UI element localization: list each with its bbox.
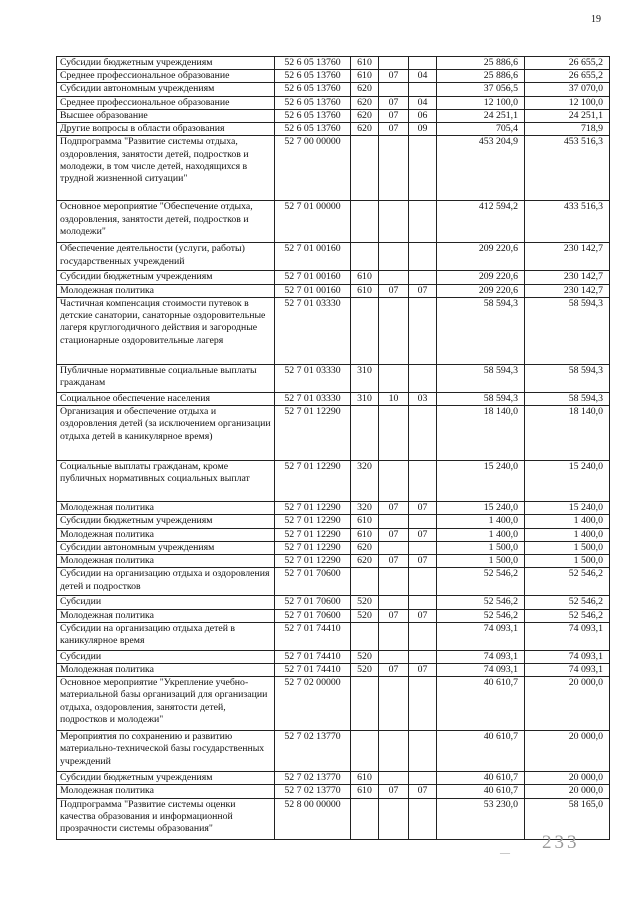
row-sum-1: 412 594,2 (437, 201, 525, 243)
row-pr: 04 (409, 96, 437, 109)
row-code: 52 7 01 12290 (275, 555, 351, 568)
row-sum-1: 37 056,5 (437, 83, 525, 96)
row-vr: 310 (351, 392, 379, 405)
row-pr: 07 (409, 663, 437, 676)
row-sum-1: 209 220,6 (437, 284, 525, 297)
row-sum-2: 20 000,0 (525, 731, 610, 772)
row-sum-2: 433 516,3 (525, 201, 610, 243)
row-sum-1: 209 220,6 (437, 243, 525, 271)
row-pr (409, 136, 437, 201)
row-sum-1: 15 240,0 (437, 461, 525, 502)
row-pr (409, 297, 437, 364)
row-pr (409, 798, 437, 839)
table-row (57, 123, 610, 136)
table-row (57, 650, 610, 663)
row-code: 52 7 02 13770 (275, 731, 351, 772)
row-vr (351, 568, 379, 596)
row-vr: 520 (351, 596, 379, 609)
table-row (57, 785, 610, 798)
table-row (57, 663, 610, 676)
row-sum-1: 52 546,2 (437, 596, 525, 609)
row-sum-2: 58 594,3 (525, 364, 610, 392)
row-rz (379, 406, 409, 461)
row-name: Молодежная политика (57, 284, 275, 297)
row-code: 52 8 00 00000 (275, 798, 351, 839)
row-sum-1: 453 204,9 (437, 136, 525, 201)
row-sum-2: 74 093,1 (525, 663, 610, 676)
row-code: 52 7 01 03330 (275, 364, 351, 392)
row-sum-1: 52 546,2 (437, 568, 525, 596)
row-vr (351, 798, 379, 839)
row-sum-2: 1 500,0 (525, 541, 610, 554)
table-row (57, 406, 610, 461)
row-vr: 610 (351, 271, 379, 284)
row-sum-2: 718,9 (525, 123, 610, 136)
page-number: 19 (591, 14, 601, 25)
row-sum-1: 209 220,6 (437, 271, 525, 284)
row-pr (409, 650, 437, 663)
row-vr: 610 (351, 515, 379, 528)
row-sum-2: 1 500,0 (525, 555, 610, 568)
row-pr (409, 57, 437, 70)
row-rz (379, 798, 409, 839)
row-pr (409, 515, 437, 528)
row-name: Социальное обеспечение населения (57, 392, 275, 405)
row-rz: 07 (379, 502, 409, 515)
row-code: 52 6 05 13760 (275, 83, 351, 96)
row-name: Субсидии на организацию отдыха детей в каникулярное время (57, 622, 275, 650)
table-row (57, 83, 610, 96)
row-sum-2: 26 655,2 (525, 57, 610, 70)
row-rz: 07 (379, 123, 409, 136)
row-rz (379, 271, 409, 284)
row-pr (409, 461, 437, 502)
row-sum-2: 1 400,0 (525, 528, 610, 541)
row-code: 52 7 01 74410 (275, 622, 351, 650)
row-name: Субсидии автономным учреждениям (57, 83, 275, 96)
row-sum-1: 24 251,1 (437, 109, 525, 122)
row-rz: 07 (379, 555, 409, 568)
row-vr: 310 (351, 364, 379, 392)
table-row (57, 243, 610, 271)
row-pr (409, 596, 437, 609)
row-sum-1: 58 594,3 (437, 364, 525, 392)
row-name: Подпрограмма "Развитие системы оценки качества образования и информационной прозрачности системы образования" (57, 798, 275, 839)
row-sum-2: 230 142,7 (525, 271, 610, 284)
row-rz (379, 650, 409, 663)
row-code: 52 6 05 13760 (275, 57, 351, 70)
row-sum-1: 25 886,6 (437, 70, 525, 83)
footer-dash: — (500, 848, 510, 859)
row-vr: 320 (351, 502, 379, 515)
row-name: Мероприятия по сохранению и развитию материально-технической базы государственных учреждений (57, 731, 275, 772)
row-pr: 07 (409, 555, 437, 568)
row-sum-1: 705,4 (437, 123, 525, 136)
row-code: 52 7 01 03330 (275, 392, 351, 405)
row-name: Публичные нормативные социальные выплаты гражданам (57, 364, 275, 392)
row-code: 52 7 01 12290 (275, 406, 351, 461)
row-sum-1: 15 240,0 (437, 502, 525, 515)
table-row (57, 284, 610, 297)
table-row (57, 392, 610, 405)
row-name: Субсидии автономным учреждениям (57, 541, 275, 554)
row-name: Субсидии (57, 596, 275, 609)
row-rz: 07 (379, 284, 409, 297)
row-code: 52 7 01 03330 (275, 297, 351, 364)
row-pr (409, 731, 437, 772)
table-row (57, 297, 610, 364)
row-sum-2: 58 594,3 (525, 392, 610, 405)
row-sum-2: 52 546,2 (525, 609, 610, 622)
row-code: 52 7 01 70600 (275, 568, 351, 596)
table-row (57, 609, 610, 622)
row-name: Основное мероприятие "Обеспечение отдыха, оздоровления, занятости детей, подростков и молодежи" (57, 201, 275, 243)
row-sum-2: 20 000,0 (525, 772, 610, 785)
row-vr: 620 (351, 555, 379, 568)
row-rz: 07 (379, 785, 409, 798)
row-sum-2: 74 093,1 (525, 650, 610, 663)
row-code: 52 7 01 00160 (275, 243, 351, 271)
table-row (57, 798, 610, 839)
row-rz (379, 541, 409, 554)
row-rz (379, 568, 409, 596)
row-name: Молодежная политика (57, 502, 275, 515)
row-rz (379, 297, 409, 364)
row-name: Среднее профессиональное образование (57, 96, 275, 109)
row-code: 52 7 02 13770 (275, 772, 351, 785)
row-sum-2: 37 070,0 (525, 83, 610, 96)
table-row (57, 677, 610, 731)
row-sum-1: 53 230,0 (437, 798, 525, 839)
row-sum-2: 26 655,2 (525, 70, 610, 83)
row-pr: 03 (409, 392, 437, 405)
row-sum-1: 52 546,2 (437, 609, 525, 622)
row-pr (409, 271, 437, 284)
row-vr: 620 (351, 123, 379, 136)
row-sum-1: 1 400,0 (437, 528, 525, 541)
row-sum-2: 52 546,2 (525, 596, 610, 609)
table-row (57, 515, 610, 528)
row-rz (379, 677, 409, 731)
row-pr: 04 (409, 70, 437, 83)
row-rz: 10 (379, 392, 409, 405)
row-sum-1: 74 093,1 (437, 663, 525, 676)
row-pr (409, 201, 437, 243)
row-rz (379, 136, 409, 201)
row-name: Молодежная политика (57, 555, 275, 568)
row-vr: 610 (351, 70, 379, 83)
row-vr: 620 (351, 541, 379, 554)
row-sum-2: 15 240,0 (525, 502, 610, 515)
row-pr (409, 83, 437, 96)
row-rz (379, 201, 409, 243)
row-sum-1: 74 093,1 (437, 622, 525, 650)
row-code: 52 6 05 13760 (275, 123, 351, 136)
row-vr: 610 (351, 528, 379, 541)
row-sum-2: 453 516,3 (525, 136, 610, 201)
table-row (57, 271, 610, 284)
row-sum-1: 40 610,7 (437, 785, 525, 798)
row-name: Среднее профессиональное образование (57, 70, 275, 83)
row-name: Молодежная политика (57, 663, 275, 676)
table-row (57, 568, 610, 596)
row-rz (379, 731, 409, 772)
row-name: Обеспечение деятельности (услуги, работы) государственных учреждений (57, 243, 275, 271)
row-vr (351, 731, 379, 772)
table-row (57, 772, 610, 785)
row-vr: 620 (351, 109, 379, 122)
row-code: 52 6 05 13760 (275, 96, 351, 109)
row-pr (409, 364, 437, 392)
row-vr: 620 (351, 96, 379, 109)
row-rz (379, 243, 409, 271)
row-vr: 520 (351, 663, 379, 676)
row-name: Субсидии бюджетным учреждениям (57, 57, 275, 70)
row-name: Частичная компенсация стоимости путевок в детские санатории, санаторные оздоровительные лагеря круглогодичного действия и загородные стационарные оздоровительные лагеря (57, 297, 275, 364)
row-rz (379, 461, 409, 502)
row-sum-1: 1 500,0 (437, 541, 525, 554)
row-sum-1: 1 400,0 (437, 515, 525, 528)
row-pr (409, 568, 437, 596)
row-sum-2: 20 000,0 (525, 785, 610, 798)
row-sum-2: 12 100,0 (525, 96, 610, 109)
row-rz: 07 (379, 109, 409, 122)
row-code: 52 7 01 12290 (275, 515, 351, 528)
row-pr: 07 (409, 785, 437, 798)
row-vr (351, 297, 379, 364)
row-rz (379, 83, 409, 96)
row-sum-1: 25 886,6 (437, 57, 525, 70)
row-code: 52 7 02 13770 (275, 785, 351, 798)
row-code: 52 7 01 12290 (275, 528, 351, 541)
row-pr (409, 541, 437, 554)
row-vr: 610 (351, 57, 379, 70)
row-rz: 07 (379, 528, 409, 541)
table-row (57, 502, 610, 515)
row-vr (351, 243, 379, 271)
row-sum-2: 58 165,0 (525, 798, 610, 839)
row-vr: 610 (351, 772, 379, 785)
row-rz (379, 57, 409, 70)
table-row (57, 96, 610, 109)
row-vr: 520 (351, 650, 379, 663)
row-sum-1: 58 594,3 (437, 392, 525, 405)
row-sum-2: 18 140,0 (525, 406, 610, 461)
row-pr (409, 772, 437, 785)
row-name: Высшее образование (57, 109, 275, 122)
row-code: 52 7 01 70600 (275, 596, 351, 609)
row-code: 52 7 01 12290 (275, 502, 351, 515)
table-row (57, 555, 610, 568)
row-sum-2: 58 594,3 (525, 297, 610, 364)
row-pr: 06 (409, 109, 437, 122)
row-code: 52 6 05 13760 (275, 109, 351, 122)
row-name: Основное мероприятие "Укрепление учебно-материальной базы организаций для организации отдыха, оздоровления, занятости детей, подростков и молодежи" (57, 677, 275, 731)
row-code: 52 7 01 74410 (275, 663, 351, 676)
row-sum-1: 74 093,1 (437, 650, 525, 663)
budget-table (56, 56, 610, 840)
row-code: 52 6 05 13760 (275, 70, 351, 83)
row-sum-2: 24 251,1 (525, 109, 610, 122)
row-vr: 610 (351, 785, 379, 798)
row-name: Подпрограмма "Развитие системы отдыха, оздоровления, занятости детей, подростков и молодежи, в том числе детей, находящихся в трудной жизненной ситуации" (57, 136, 275, 201)
row-vr: 620 (351, 83, 379, 96)
row-name: Социальные выплаты гражданам, кроме публичных нормативных социальных выплат (57, 461, 275, 502)
row-rz: 07 (379, 70, 409, 83)
row-name: Субсидии бюджетным учреждениям (57, 271, 275, 284)
table-row (57, 528, 610, 541)
row-code: 52 7 01 70600 (275, 609, 351, 622)
row-code: 52 7 01 00160 (275, 284, 351, 297)
row-vr: 520 (351, 609, 379, 622)
table-row (57, 622, 610, 650)
row-name: Другие вопросы в области образования (57, 123, 275, 136)
row-sum-1: 1 500,0 (437, 555, 525, 568)
row-pr: 09 (409, 123, 437, 136)
table-row (57, 70, 610, 83)
table-row (57, 596, 610, 609)
row-pr (409, 406, 437, 461)
row-name: Субсидии на организацию отдыха и оздоровления детей и подростков (57, 568, 275, 596)
table-row (57, 461, 610, 502)
row-vr (351, 201, 379, 243)
row-code: 52 7 01 74410 (275, 650, 351, 663)
row-vr (351, 677, 379, 731)
table-row (57, 57, 610, 70)
row-sum-2: 74 093,1 (525, 622, 610, 650)
row-code: 52 7 02 00000 (275, 677, 351, 731)
table-row (57, 364, 610, 392)
row-pr (409, 677, 437, 731)
row-sum-1: 18 140,0 (437, 406, 525, 461)
row-code: 52 7 01 12290 (275, 541, 351, 554)
row-sum-2: 20 000,0 (525, 677, 610, 731)
row-name: Организация и обеспечение отдыха и оздоровления детей (за исключением организации отдыха детей в каникулярное время) (57, 406, 275, 461)
row-sum-2: 15 240,0 (525, 461, 610, 502)
row-vr (351, 622, 379, 650)
row-sum-1: 12 100,0 (437, 96, 525, 109)
row-name: Субсидии бюджетным учреждениям (57, 515, 275, 528)
row-rz: 07 (379, 663, 409, 676)
row-sum-2: 230 142,7 (525, 284, 610, 297)
row-vr (351, 406, 379, 461)
row-sum-1: 40 610,7 (437, 731, 525, 772)
row-code: 52 7 01 00160 (275, 271, 351, 284)
row-rz: 07 (379, 609, 409, 622)
row-rz (379, 515, 409, 528)
row-pr: 07 (409, 284, 437, 297)
row-name: Молодежная политика (57, 785, 275, 798)
row-sum-2: 52 546,2 (525, 568, 610, 596)
row-vr: 610 (351, 284, 379, 297)
footer-stamp-number: 233 (542, 832, 580, 853)
row-sum-1: 58 594,3 (437, 297, 525, 364)
row-code: 52 7 01 12290 (275, 461, 351, 502)
table-row (57, 731, 610, 772)
row-rz (379, 596, 409, 609)
row-code: 52 7 01 00000 (275, 201, 351, 243)
row-code: 52 7 00 00000 (275, 136, 351, 201)
row-pr: 07 (409, 609, 437, 622)
row-vr (351, 136, 379, 201)
table-row (57, 109, 610, 122)
row-rz (379, 772, 409, 785)
row-sum-1: 40 610,7 (437, 772, 525, 785)
row-name: Субсидии бюджетным учреждениям (57, 772, 275, 785)
row-name: Субсидии (57, 650, 275, 663)
row-pr (409, 622, 437, 650)
table-row (57, 541, 610, 554)
table-row (57, 201, 610, 243)
table-row (57, 136, 610, 201)
row-rz (379, 364, 409, 392)
row-sum-1: 40 610,7 (437, 677, 525, 731)
row-vr: 320 (351, 461, 379, 502)
row-rz: 07 (379, 96, 409, 109)
row-name: Молодежная политика (57, 528, 275, 541)
row-pr (409, 243, 437, 271)
row-pr: 07 (409, 502, 437, 515)
row-pr: 07 (409, 528, 437, 541)
row-sum-2: 230 142,7 (525, 243, 610, 271)
row-rz (379, 622, 409, 650)
row-name: Молодежная политика (57, 609, 275, 622)
row-sum-2: 1 400,0 (525, 515, 610, 528)
